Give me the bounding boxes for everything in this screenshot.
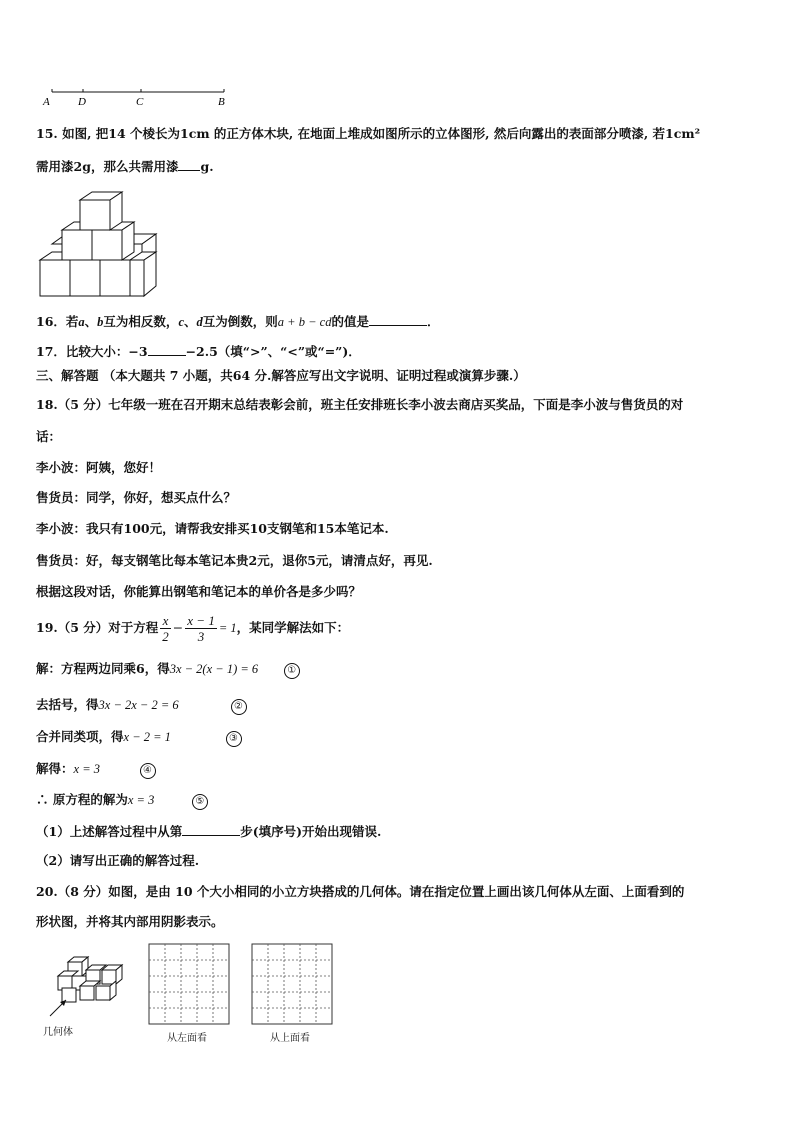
q20-solid-figure — [40, 950, 130, 1020]
segment-label-d: D — [78, 96, 86, 108]
q18-dialog-2: 售货员：同学，你好，想买点什么？ — [36, 490, 237, 505]
q17-answer-blank[interactable] — [148, 343, 186, 356]
segment-label-a: A — [43, 96, 50, 108]
segment-label-b: B — [218, 96, 225, 108]
q15-answer-blank[interactable] — [178, 158, 200, 171]
q19-step-4: 解得：x = 3 ④ — [36, 761, 156, 779]
q19-answer-blank[interactable] — [182, 823, 240, 836]
segment-label-c: C — [136, 96, 144, 108]
q20-caption-top-view: 从上面看 — [270, 1033, 310, 1044]
q19-intro: 19.（5 分）对于方程 $\frac{x}{2}$ − $\frac{x - 1}{3}$ = 1，某同学解法如下： — [36, 613, 350, 644]
q19-step-1: 解：方程两边同乘6，得3x − 2(x − 1) = 6 ① — [36, 661, 300, 679]
q19-step-5: ∴ 原方程的解为x = 3 ⑤ — [36, 792, 208, 810]
q18-dialog-4: 售货员：好，每支钢笔比每本笔记本贵2元，退你5元，请清点好，再见. — [36, 553, 433, 568]
q19-frac-1: $\frac{x}{2}$ — [162, 613, 169, 644]
q18-line1: 18.（5 分）七年级一班在召开期末总结表彰会前，班主任安排班长李小波去商店买奖品，下面是李小波与售货员的对 — [36, 397, 684, 412]
q20-grid-left-view[interactable] — [148, 943, 230, 1025]
q20-line2: 形状图，并将其内部用阴影表示。 — [36, 914, 224, 929]
q16-answer-blank[interactable] — [369, 313, 427, 326]
q20-line1: 20.（8 分）如图，是由 10 个大小相同的小立方块搭成的几何体。请在指定位置上画出该几何体从左面、上面看到的 — [36, 884, 685, 899]
q20-caption-left-view: 从左面看 — [167, 1033, 207, 1044]
cube-stack-figure — [38, 188, 158, 300]
q20-caption-solid: 几何体 — [43, 1027, 73, 1038]
q17: 17．比较大小：−3 −2.5（填“>”、“<”或“=”)． — [36, 344, 361, 359]
q18-dialog-1: 李小波：阿姨，您好！ — [36, 460, 162, 475]
q15-line1: 15. 如图, 把14 个棱长为1cm 的正方体木块, 在地面上堆成如图所示的立体图形, 然后向露出的表面部分喷漆, 若1cm² — [36, 126, 701, 141]
segment-figure — [40, 86, 240, 110]
q20-grid-top-view[interactable] — [251, 943, 333, 1025]
section-3-heading: 三、解答题 （本大题共 7 小题，共64 分.解答应写出文字说明、证明过程或演算步骤.） — [36, 368, 526, 383]
q15-line2: 需用漆2g，那么共需用漆 g. — [36, 159, 214, 174]
q18-question: 根据这段对话，你能算出钢笔和笔记本的单价各是多少吗？ — [36, 584, 362, 599]
q19-part-2: （2）请写出正确的解答过程. — [36, 853, 200, 868]
q19-part-1: （1）上述解答过程中从第 步(填序号)开始出现错误. — [36, 824, 382, 839]
q19-step-2: 去括号，得3x − 2x − 2 = 6 ② — [36, 697, 247, 715]
q16: 16．若a、b互为相反数，c、d互为倒数，则a + b − cd的值是 ． — [36, 314, 440, 329]
q19-step-3: 合并同类项，得x − 2 = 1 ③ — [36, 729, 242, 747]
q18-dialog-3: 李小波：我只有100元，请帮我安排买10支钢笔和15本笔记本. — [36, 521, 389, 536]
q19-frac-2: $\frac{x - 1}{3}$ — [187, 613, 215, 644]
q18-line2: 话： — [36, 429, 62, 444]
